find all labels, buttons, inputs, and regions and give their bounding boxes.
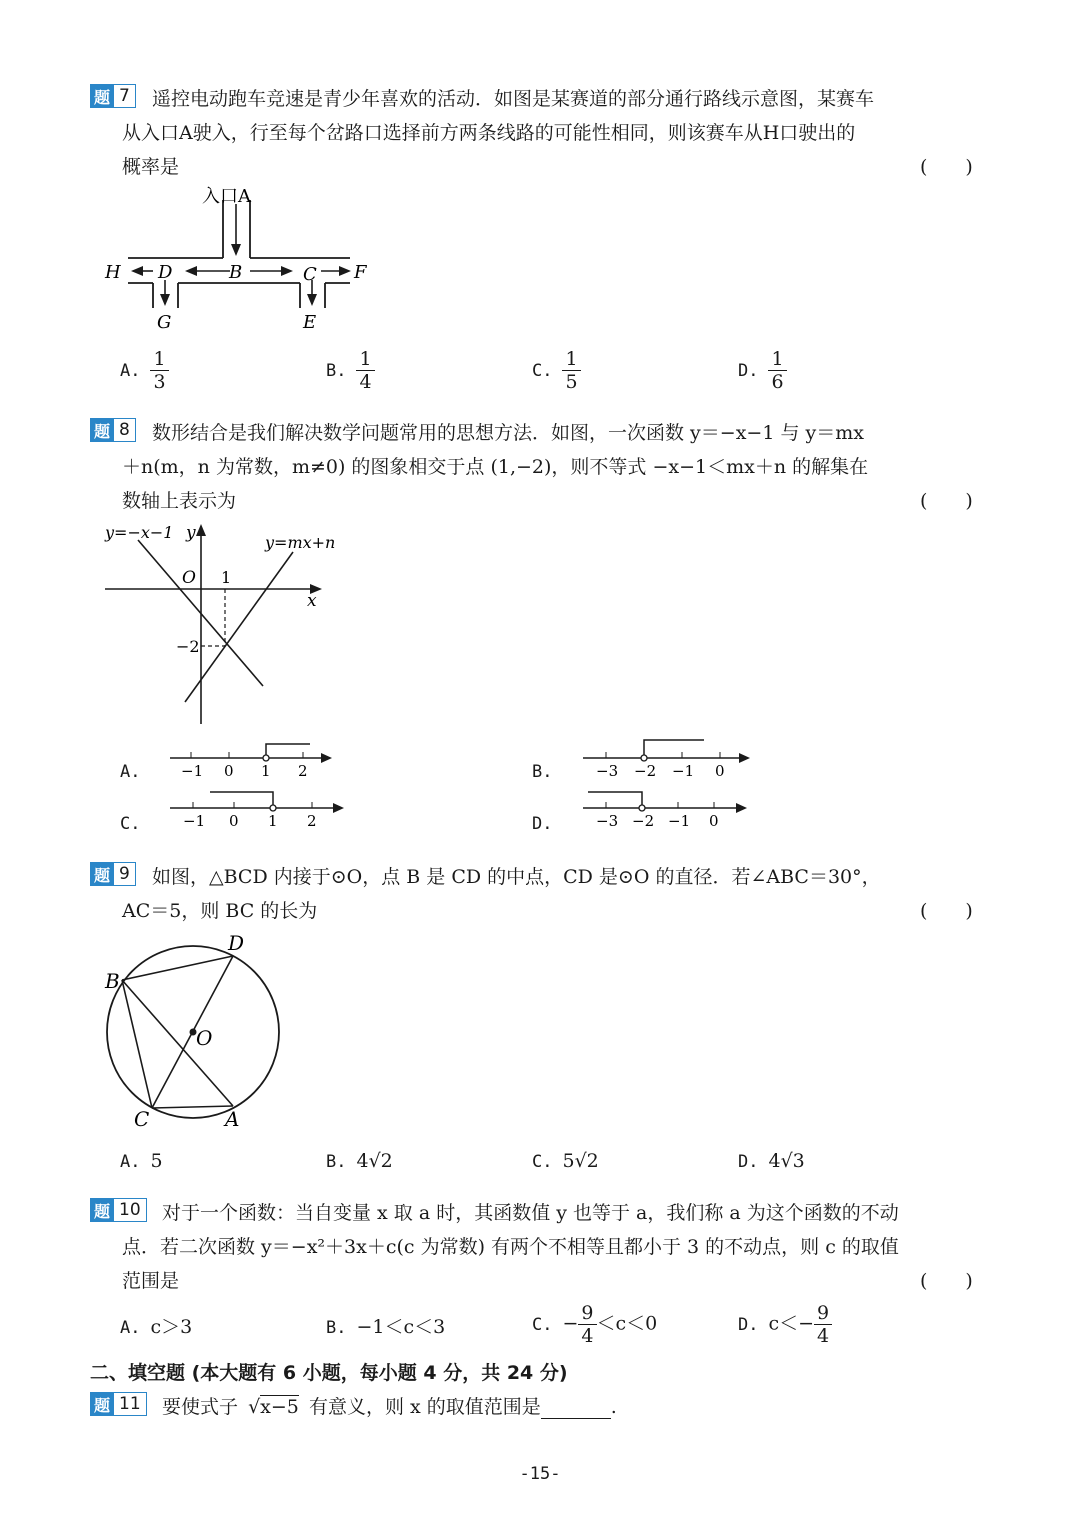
q7-option-a[interactable] xyxy=(120,348,169,393)
graph-label-origin: O xyxy=(182,568,196,588)
fraction-denominator: 4 xyxy=(359,371,372,393)
q7-option-d[interactable] xyxy=(738,348,787,393)
option-text: −1＜c＜3 xyxy=(356,1316,446,1338)
tick-label: 2 xyxy=(298,762,308,780)
fraction-numerator: 1 xyxy=(768,348,786,371)
q7-track-diagram xyxy=(95,180,395,340)
q8-answer-paren: ( ) xyxy=(920,490,973,512)
q8-text-line1: 数形结合是我们解决数学问题常用的思想方法．如图，一次函数 y＝−x−1 与 y＝mx xyxy=(152,422,864,444)
option-text-suffix: ＜c＜0 xyxy=(596,1312,658,1335)
option-label: D. xyxy=(532,814,553,834)
tick-label: −3 xyxy=(596,812,619,830)
fraction-numerator: 9 xyxy=(578,1302,596,1325)
question-number: 10 xyxy=(114,1198,147,1222)
q11-text-end: . xyxy=(610,1396,617,1418)
option-label: D. xyxy=(738,1314,759,1335)
fraction-numerator: 1 xyxy=(356,348,374,371)
graph-label-y: y xyxy=(186,523,196,543)
question-7-tag xyxy=(90,84,136,108)
fraction-numerator: 9 xyxy=(814,1302,832,1325)
fig-label-o: O xyxy=(196,1026,213,1050)
q10-text-line2: 点．若二次函数 y＝−x²＋3x＋c(c 为常数) 有两个不相等且都小于 3 的不动点，则 c 的取值 xyxy=(122,1236,899,1258)
tick-label: −1 xyxy=(668,812,691,830)
q7-text-line3: 概率是 xyxy=(122,156,180,178)
q8-text-line2: ＋n(m，n 为常数，m≠0) 的图象相交于点 (1,−2)，则不等式 −x−1＜mx＋n 的解集在 xyxy=(122,456,869,478)
q11-text-suffix: 有意义，则 x 的取值范围是 xyxy=(308,1396,541,1418)
tick-label: 1 xyxy=(268,812,278,830)
fig-label-d: D xyxy=(158,262,173,283)
fig-label-entrance: 入口A xyxy=(202,186,251,207)
fraction-numerator: 1 xyxy=(562,348,580,371)
tick-label: −3 xyxy=(596,762,619,780)
q9-option-b[interactable] xyxy=(326,1150,393,1172)
option-text-prefix: c＜− xyxy=(768,1312,815,1335)
fig-label-d: D xyxy=(228,931,245,955)
option-text-prefix: − xyxy=(562,1312,579,1335)
option-label: B. xyxy=(326,1152,347,1172)
fig-label-e: E xyxy=(303,312,317,333)
fraction-denominator: 4 xyxy=(817,1325,830,1347)
question-tag-label: 题 xyxy=(90,418,114,442)
q8-option-d[interactable] xyxy=(532,812,562,834)
q9-text-line1: 如图，△BCD 内接于⊙O，点 B 是 CD 的中点，CD 是⊙O 的直径．若∠ABC＝30°， xyxy=(152,866,881,888)
q11-text-prefix: 要使式子 xyxy=(162,1396,239,1418)
option-text: 4√3 xyxy=(768,1150,805,1172)
q7-text-line2: 从入口A驶入，行至每个岔路口选择前方两条线路的可能性相同，则该赛车从H口驶出的 xyxy=(122,122,856,144)
option-label: B. xyxy=(532,762,553,782)
question-9-tag xyxy=(90,862,136,886)
fraction-denominator: 6 xyxy=(771,371,784,393)
q9-text-line2: AC＝5，则 BC 的长为 xyxy=(122,900,318,922)
question-number: 9 xyxy=(114,862,136,886)
fraction-numerator: 1 xyxy=(150,348,168,371)
q10-option-a[interactable] xyxy=(120,1312,192,1339)
fig-label-g: G xyxy=(157,312,172,333)
tick-label: −1 xyxy=(183,812,206,830)
q8-option-c-number-line xyxy=(165,786,355,832)
fig-label-c: C xyxy=(303,264,317,285)
option-label: A. xyxy=(120,762,141,782)
tick-label: 2 xyxy=(307,812,317,830)
q9-option-d[interactable] xyxy=(738,1150,805,1172)
q11-text xyxy=(162,1392,617,1419)
fraction-denominator: 3 xyxy=(153,371,166,393)
q8-option-b-number-line xyxy=(578,736,758,782)
q8-option-b[interactable] xyxy=(532,760,562,782)
q10-option-d[interactable] xyxy=(738,1302,832,1347)
option-label: C. xyxy=(532,1314,553,1335)
graph-label-line1: y=−x−1 xyxy=(105,523,174,542)
q10-text-line1: 对于一个函数：当自变量 x 取 a 时，其函数值 y 也等于 a，我们称 a 为这个函数的不动 xyxy=(162,1202,899,1224)
graph-label-one: 1 xyxy=(221,568,232,587)
option-label: C. xyxy=(532,360,553,381)
graph-label-minus2: −2 xyxy=(176,637,200,656)
option-label: D. xyxy=(738,1152,759,1172)
question-8-tag xyxy=(90,418,136,442)
option-text: 4√2 xyxy=(356,1150,393,1172)
fraction-denominator: 5 xyxy=(565,371,578,393)
q7-answer-paren: ( ) xyxy=(920,156,973,178)
tick-label: 0 xyxy=(715,762,725,780)
q9-answer-paren: ( ) xyxy=(920,900,973,922)
question-tag-label: 题 xyxy=(90,1198,114,1222)
q9-circle-diagram xyxy=(100,928,290,1133)
tick-label: 0 xyxy=(224,762,234,780)
option-label: A. xyxy=(120,1318,141,1338)
tick-label: −1 xyxy=(181,762,204,780)
tick-label: −1 xyxy=(672,762,695,780)
option-label: C. xyxy=(120,814,141,834)
q10-text-line3: 范围是 xyxy=(122,1270,180,1292)
tick-label: 0 xyxy=(709,812,719,830)
q8-option-a[interactable] xyxy=(120,760,150,782)
option-text: c＞3 xyxy=(150,1316,193,1338)
page-number: -15- xyxy=(519,1464,561,1484)
sqrt-expression: √x−5 xyxy=(248,1396,299,1418)
option-label: D. xyxy=(738,360,759,381)
q7-option-c[interactable] xyxy=(532,348,581,393)
graph-label-x: x xyxy=(307,591,317,611)
q9-option-c[interactable] xyxy=(532,1150,599,1172)
answer-blank[interactable] xyxy=(541,1400,611,1419)
q8-text-line3: 数轴上表示为 xyxy=(122,490,237,512)
option-text: 5√2 xyxy=(562,1150,599,1172)
tick-label: −2 xyxy=(632,812,655,830)
tick-label: 1 xyxy=(261,762,271,780)
question-10-tag xyxy=(90,1198,147,1222)
question-number: 8 xyxy=(114,418,136,442)
fig-label-b: B xyxy=(229,262,243,283)
q7-text-line1: 遥控电动跑车竞速是青少年喜欢的活动．如图是某赛道的部分通行路线示意图，某赛车 xyxy=(152,88,875,110)
option-label: A. xyxy=(120,1152,141,1172)
option-label: A. xyxy=(120,360,141,381)
fig-label-h: H xyxy=(105,262,121,283)
q9-option-a[interactable] xyxy=(120,1150,163,1172)
option-label: B. xyxy=(326,360,347,381)
option-text: 5 xyxy=(150,1150,163,1172)
fig-label-f: F xyxy=(354,262,367,283)
q10-option-b[interactable] xyxy=(326,1312,445,1339)
graph-label-line2: y=mx+n xyxy=(265,533,336,552)
sqrt-radicand: x−5 xyxy=(260,1396,299,1418)
q7-option-b[interactable] xyxy=(326,348,375,393)
fig-label-b: B xyxy=(105,969,120,993)
fig-label-a: A xyxy=(225,1107,240,1131)
q8-function-graph xyxy=(100,516,340,728)
fig-label-c: C xyxy=(134,1107,150,1131)
q10-option-c[interactable] xyxy=(532,1302,657,1347)
question-tag-label: 题 xyxy=(90,1392,114,1416)
fraction-denominator: 4 xyxy=(581,1325,594,1347)
question-number: 7 xyxy=(114,84,136,108)
q8-option-d-number-line xyxy=(578,786,758,832)
question-number: 11 xyxy=(114,1392,147,1416)
question-11-tag xyxy=(90,1392,147,1416)
option-label: C. xyxy=(532,1152,553,1172)
option-label: B. xyxy=(326,1318,347,1338)
question-tag-label: 题 xyxy=(90,84,114,108)
q8-option-c[interactable] xyxy=(120,812,150,834)
tick-label: 0 xyxy=(229,812,239,830)
q8-option-a-number-line xyxy=(165,736,345,782)
question-tag-label: 题 xyxy=(90,862,114,886)
section-heading: 二、填空题 (本大题有 6 小题，每小题 4 分，共 24 分) xyxy=(90,1362,568,1384)
tick-label: −2 xyxy=(634,762,657,780)
q10-answer-paren: ( ) xyxy=(920,1270,973,1292)
